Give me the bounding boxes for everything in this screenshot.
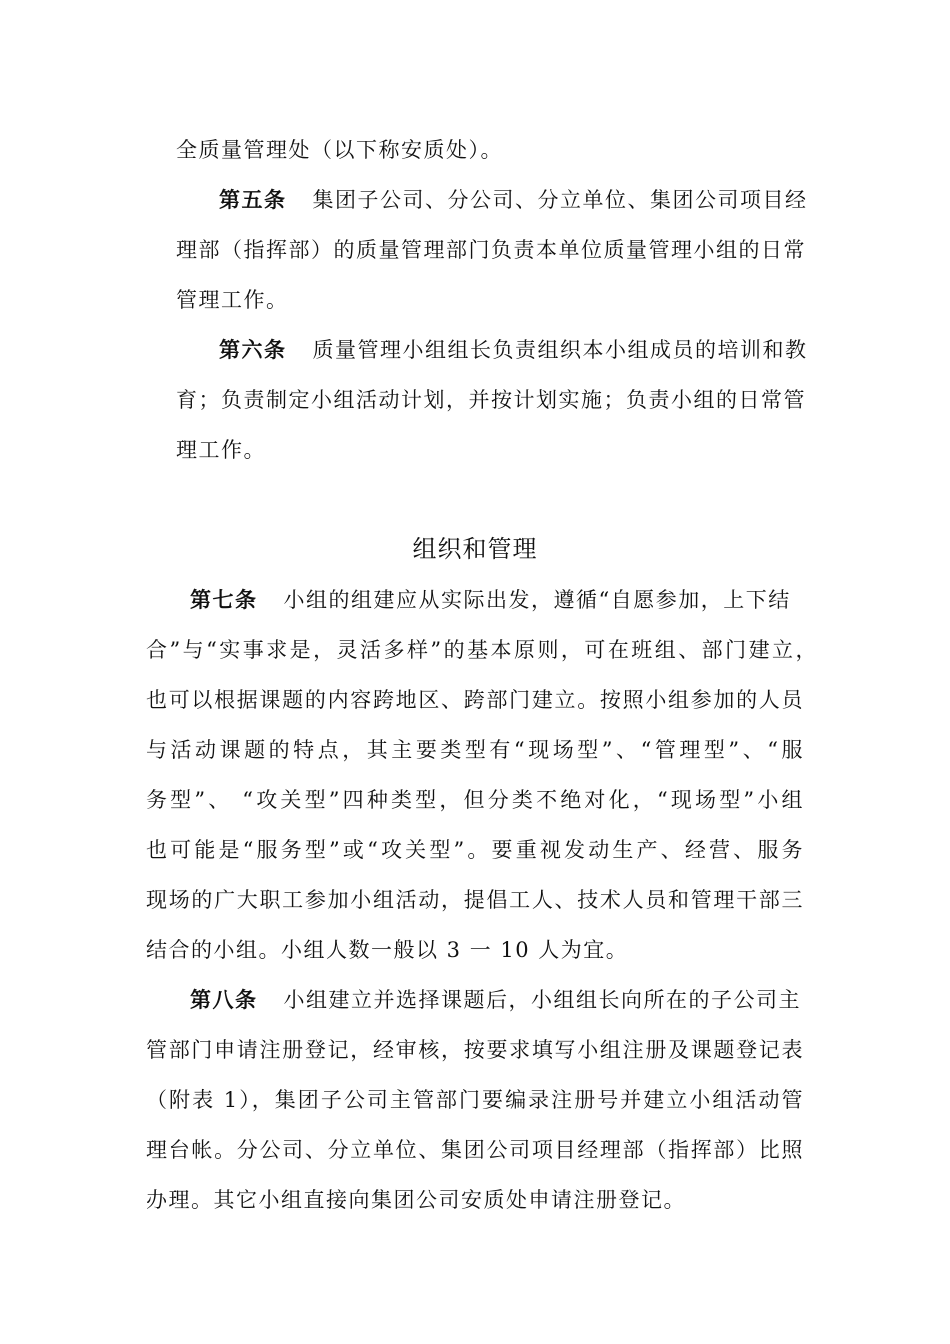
article-8-line-2: 管部门申请注册登记，经审核，按要求填写小组注册及课题登记表 <box>146 1038 804 1062</box>
article-7-first-line <box>190 585 802 615</box>
paragraph-line <box>146 885 804 915</box>
paragraph-line <box>176 235 806 265</box>
article-5-line-2: 理部（指挥部）的质量管理部门负责本单位质量管理小组的日常 <box>176 238 806 262</box>
section-heading: 组织和管理 <box>412 535 538 563</box>
article-8-text: 小组建立并选择课题后，小组组长向所在的子公司主 <box>283 988 801 1012</box>
article-8-first-line <box>190 985 804 1015</box>
article-7-line-2: 合”与“实事求是，灵活多样”的基本原则，可在班组、部门建立， <box>146 638 818 662</box>
article-7-label: 第七条 <box>190 587 258 612</box>
article-6-line-2: 育；负责制定小组活动计划，并按计划实施；负责小组的日常管 <box>176 388 806 412</box>
article-6-first-line <box>219 335 808 365</box>
article-7-line-4: 与活动课题的特点，其主要类型有“现场型”、“管理型”、“服 <box>146 738 804 762</box>
paragraph-line <box>146 1135 804 1165</box>
article-6-label: 第六条 <box>219 337 287 362</box>
paragraph-line <box>146 735 804 765</box>
article-5-text: 集团子公司、分公司、分立单位、集团公司项目经 <box>312 188 808 212</box>
article-6-text: 质量管理小组组长负责组织本小组成员的培训和教 <box>312 338 808 362</box>
paragraph-line <box>146 1035 804 1065</box>
paragraph-line <box>146 635 818 665</box>
paragraph-line <box>146 1085 804 1115</box>
article-8-label: 第八条 <box>190 987 258 1012</box>
paragraph-line <box>146 685 804 715</box>
article-7-line-6: 也可能是“服务型”或“攻关型”。要重视发动生产、经营、服务 <box>146 838 804 862</box>
article-8-line-3: （附表 1），集团子公司主管部门要编录注册号并建立小组活动管 <box>146 1088 804 1112</box>
article-8-line-4: 理台帐。分公司、分立单位、集团公司项目经理部（指挥部）比照 <box>146 1138 804 1162</box>
article-8-line-5: 办理。其它小组直接向集团公司安质处申请注册登记。 <box>146 1188 686 1212</box>
article-5-first-line <box>219 185 808 215</box>
article-7-line-5: 务型”、 “攻关型”四种类型，但分类不绝对化，“现场型”小组 <box>146 788 804 812</box>
paragraph-line <box>176 385 806 415</box>
article-7-line-8: 结合的小组。小组人数一般以 3 一 10 人为宜。 <box>146 938 629 962</box>
article-7-line-3: 也可以根据课题的内容跨地区、跨部门建立。按照小组参加的人员 <box>146 688 804 712</box>
paragraph-line <box>146 835 804 865</box>
article-5-label: 第五条 <box>219 187 287 212</box>
paragraph-line: 全质量管理处（以下称安质处）。 <box>176 138 503 162</box>
paragraph-line <box>146 785 804 815</box>
article-6-line-3: 理工作。 <box>176 438 266 462</box>
article-7-text: 小组的组建应从实际出发，遵循“自愿参加，上下结 <box>283 588 791 612</box>
article-5-line-3: 管理工作。 <box>176 288 289 312</box>
article-7-line-7: 现场的广大职工参加小组活动，提倡工人、技术人员和管理干部三 <box>146 888 804 912</box>
